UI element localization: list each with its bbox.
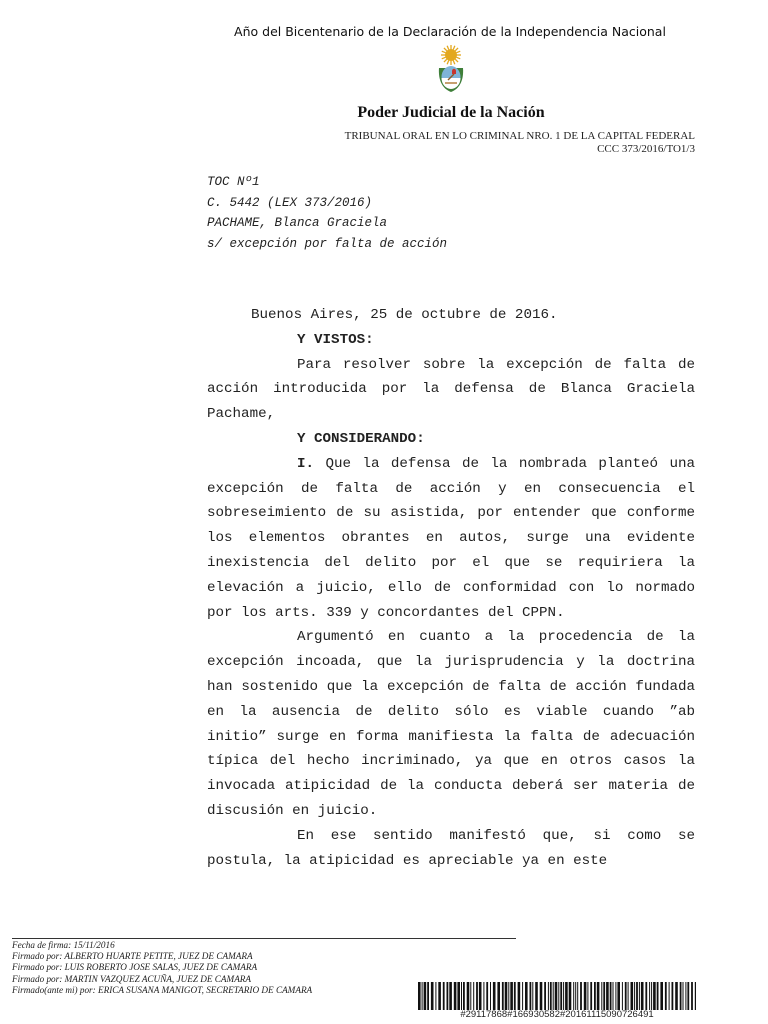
signature-line: Firmado(ante mi) por: ERICA SUSANA MANIGOT, SECRETARIO DE CAMARA [12, 984, 313, 995]
case-caption-subject: s/ excepción por falta de acción [207, 236, 448, 251]
vistos-heading: Y VISTOS: [297, 331, 374, 348]
signature-line: Firmado por: ALBERTO HUARTE PETITE, JUEZ DE CAMARA [12, 951, 253, 962]
signature-block [12, 940, 312, 996]
case-caption [207, 172, 447, 254]
court-title: Poder Judicial de la Nación [357, 104, 545, 121]
considerando-paragraph-1 [207, 452, 695, 626]
case-code: CCC 373/2016/TO1/3 [597, 143, 695, 155]
case-caption-number: C. 5442 (LEX 373/2016) [207, 195, 373, 210]
signature-divider [12, 938, 516, 939]
year-banner: Año del Bicentenario de la Declaración de la Independencia Nacional [234, 24, 666, 39]
barcode [418, 982, 696, 1010]
case-caption-party: PACHAME, Blanca Graciela [207, 216, 388, 230]
signature-date: Fecha de firma: 15/11/2016 [12, 940, 115, 950]
argentina-coat-of-arms-icon [430, 43, 472, 97]
paragraph-numeral: I. [297, 455, 315, 472]
vistos-paragraph: Para resolver sobre la excepción de falta de acción introducida por la defensa de Blanca Graciela Pachame, [207, 356, 695, 423]
date-line: Buenos Aires, 25 de octubre de 2016. [251, 307, 558, 323]
barcode-number: #29117868#166930582#20161115090726491 [460, 1009, 654, 1020]
considerando-paragraph-2: Argumentó en cuanto a la procedencia de la excepción incoada, que la jurisprudencia y la doctrina han sostenido que la excepción de falta de acción fundada en la ausencia de delito sólo es viable cuando ”ab initio” surge en forma manifiesta la falta de adecuación típica del hecho incriminado, ya que en otros casos la invocada atipicidad de la conducta deberá ser materia de discusión en juicio. [207, 629, 695, 819]
considerando-heading: Y CONSIDERANDO: [297, 430, 425, 447]
tribunal-name: TRIBUNAL ORAL EN LO CRIMINAL NRO. 1 DE LA CAPITAL FEDERAL [344, 130, 695, 142]
document-body [207, 303, 695, 873]
paragraph-1-text: Que la defensa de la nombrada planteó una excepción de falta de acción y en consecuencia el sobreseimiento de su asistida, por entender que conforme los elementos obrantes en autos, surge una evidente inexistencia del delito por el que se requiriera la elevación a juicio, ello de conformidad con lo normado por los arts. 339 y concordantes del CPPN. [207, 455, 695, 621]
case-caption-court: TOC Nº1 [207, 175, 260, 189]
considerando-paragraph-3: En ese sentido manifestó que, si como se postula, la atipicidad es apreciable ya en este [207, 827, 695, 869]
signature-line: Firmado por: MARTIN VAZQUEZ ACUÑA, JUEZ DE CAMARA [12, 973, 252, 984]
tribunal-header [345, 130, 695, 156]
signature-line: Firmado por: LUIS ROBERTO JOSE SALAS, JUEZ DE CAMARA [12, 962, 258, 973]
